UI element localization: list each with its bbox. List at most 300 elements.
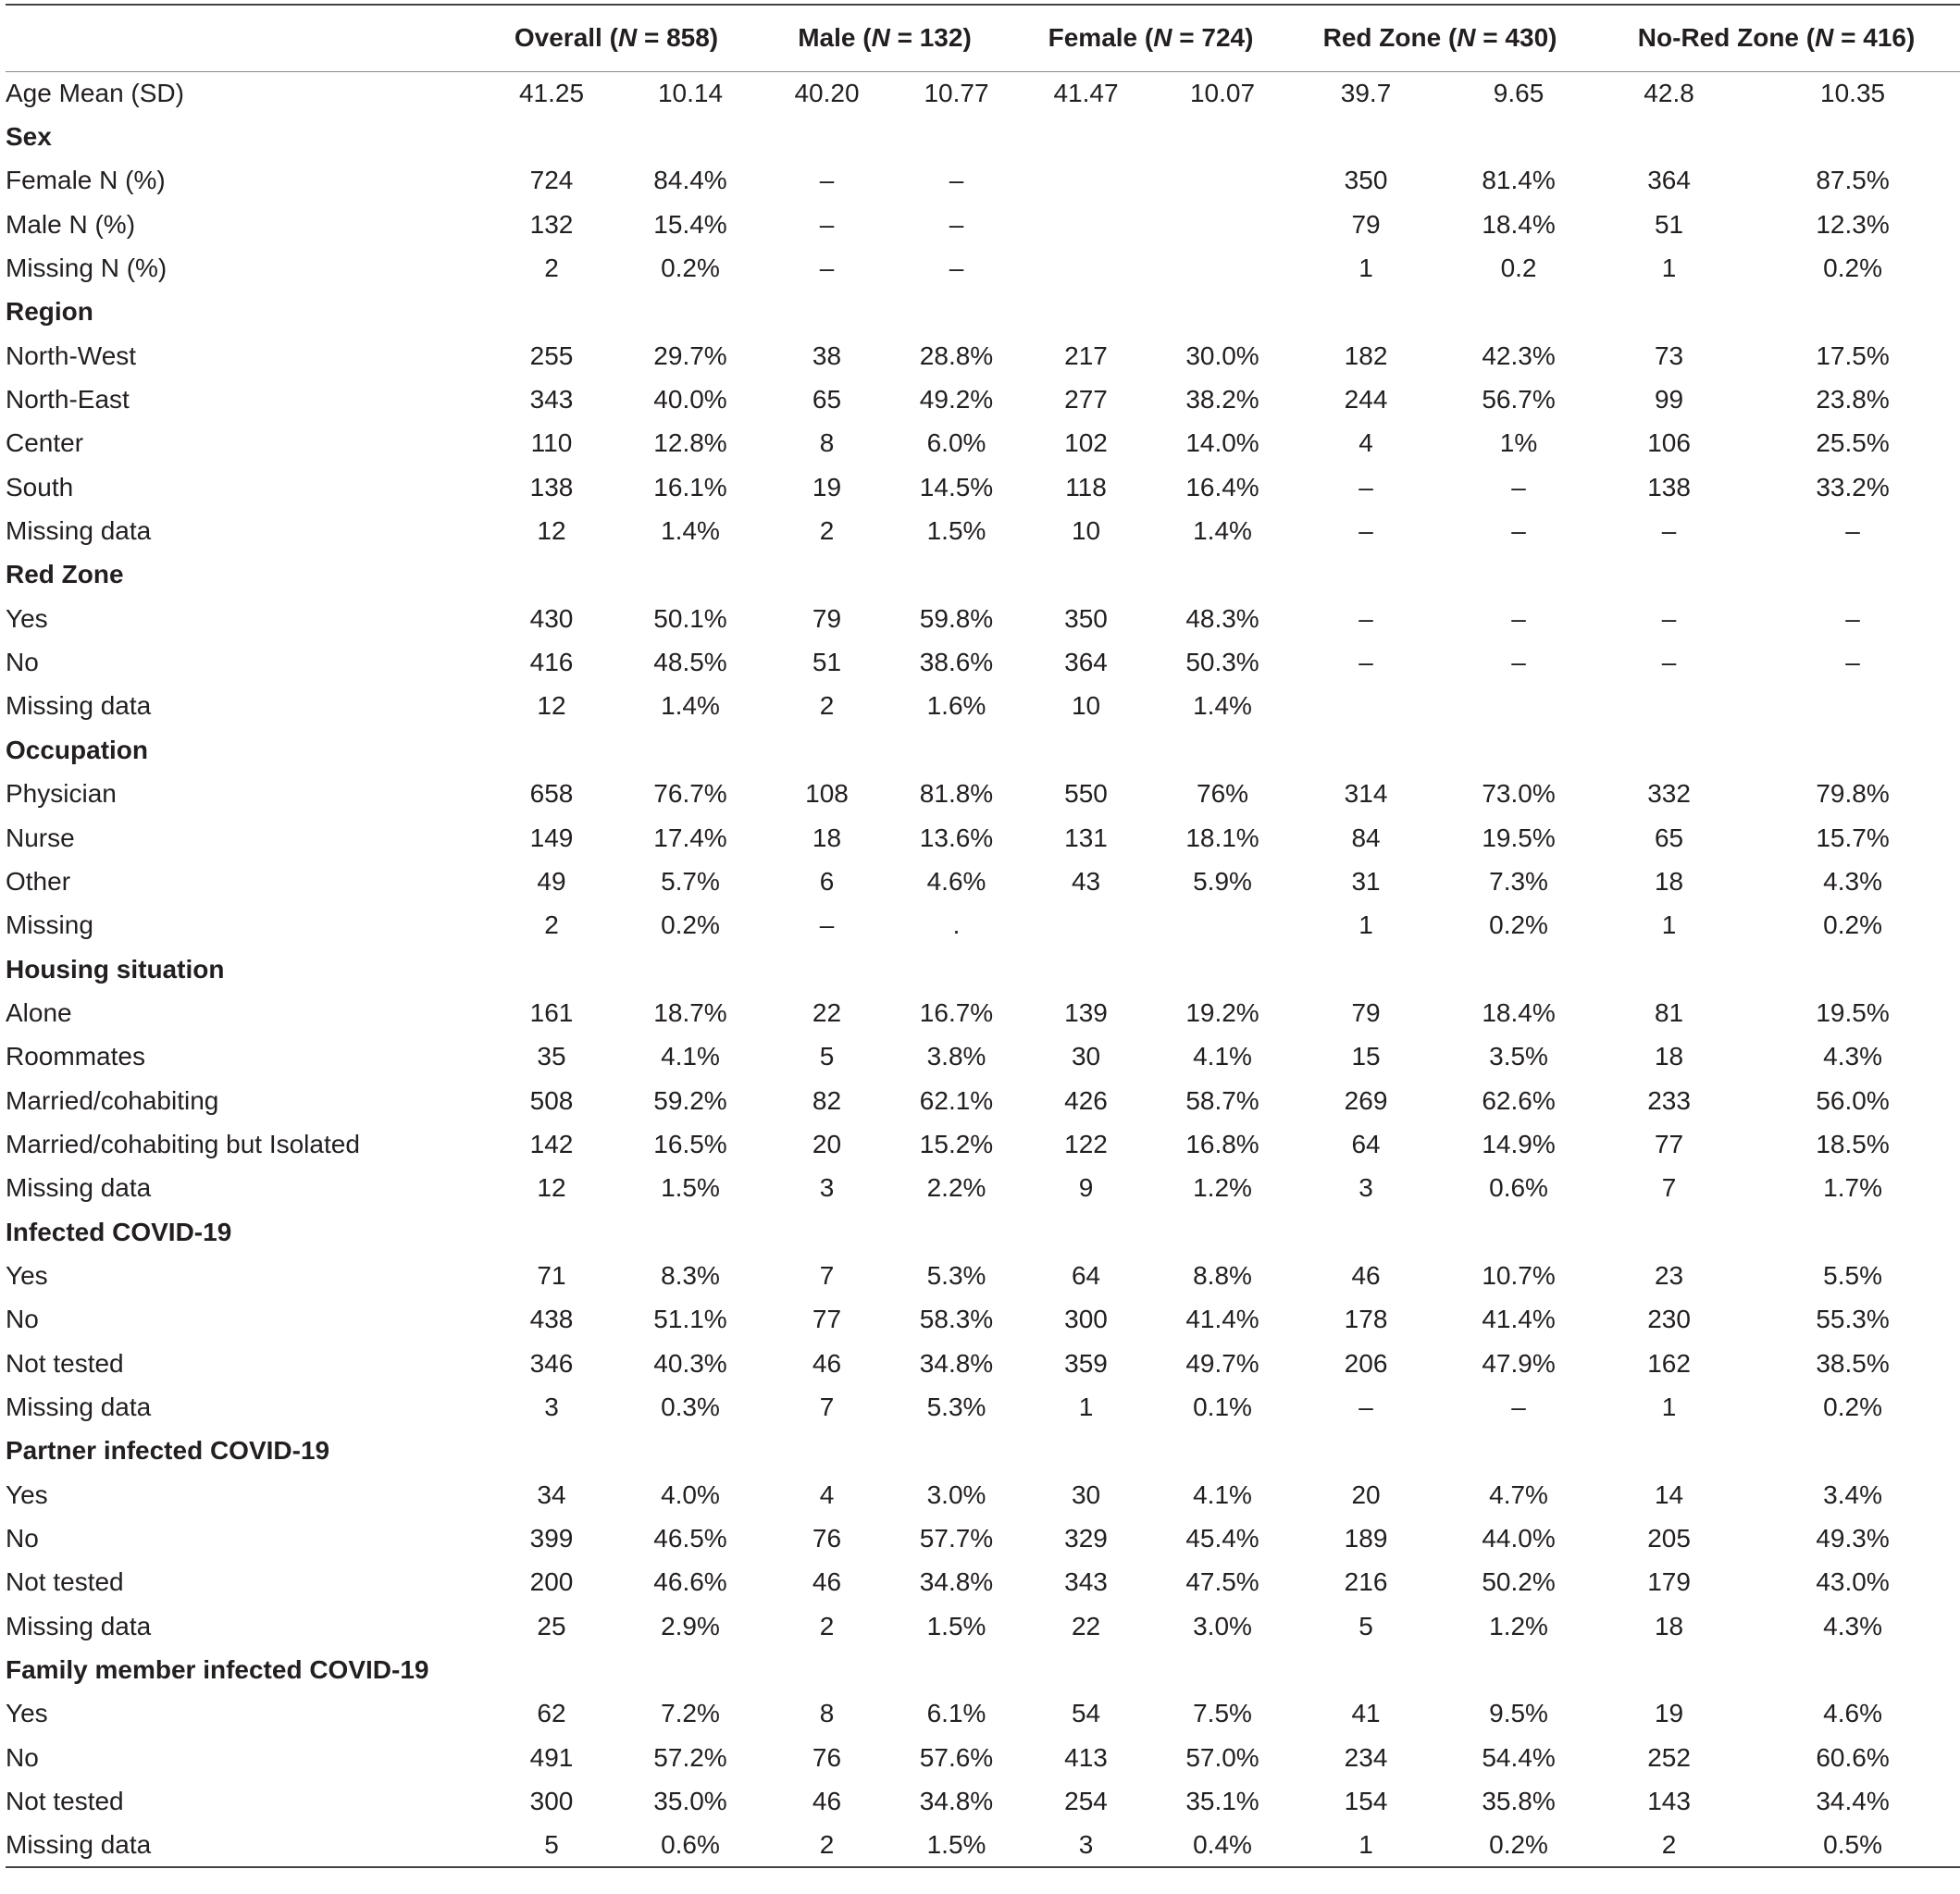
cell-percent: 4.3% (1823, 1611, 1882, 1640)
cell-count (755, 1210, 899, 1254)
cell-count: 12 (537, 516, 566, 546)
cell-percent: 3.0% (926, 1479, 986, 1509)
cell-percent (626, 115, 755, 158)
cell-percent: – (1511, 603, 1526, 633)
cell-count: 40.20 (794, 78, 860, 107)
cell-count (1014, 947, 1158, 991)
cell-percent: 5.3% (926, 1260, 986, 1290)
cell-count: 64 (1071, 1260, 1101, 1290)
cell-count: 122 (1064, 1129, 1108, 1158)
cell-count: 2 (819, 691, 835, 721)
cell-percent: 6.1% (926, 1699, 986, 1728)
cell-count (1593, 1210, 1745, 1254)
cell-percent: 81.4% (1482, 166, 1556, 195)
cell-percent: – (949, 209, 964, 239)
cell-count: 8 (819, 428, 835, 458)
cell-count (1014, 203, 1158, 246)
cell-count (1287, 1648, 1445, 1691)
cell-count: 346 (529, 1348, 574, 1378)
table-row (6, 1516, 1960, 1560)
cell-count: – (1358, 472, 1373, 501)
cell-count: 1 (1661, 254, 1677, 283)
cell-count: 233 (1647, 1085, 1691, 1115)
cell-percent (1158, 728, 1287, 772)
cell-count: 269 (1344, 1085, 1388, 1115)
cell-count (478, 291, 626, 334)
cell-percent (1745, 1648, 1960, 1691)
row-label: Missing N (%) (6, 254, 167, 283)
cell-count: 217 (1064, 340, 1108, 370)
cell-count: 3 (1358, 1173, 1373, 1203)
table-row (6, 640, 1960, 684)
cell-count: 15 (1351, 1042, 1381, 1071)
cell-count: 54 (1071, 1699, 1101, 1728)
cell-count (1287, 115, 1445, 158)
cell-count: – (819, 910, 835, 940)
cell-percent: 76.7% (653, 779, 727, 809)
cell-percent: 13.6% (919, 823, 994, 852)
cell-percent (1745, 685, 1960, 728)
cell-count: 277 (1064, 385, 1108, 415)
row-label: Not tested (6, 1787, 124, 1816)
cell-percent: 16.4% (1185, 472, 1259, 501)
cell-count: 46 (812, 1348, 842, 1378)
cell-count: 9 (1078, 1173, 1094, 1203)
cell-count: 118 (1065, 472, 1107, 501)
cell-percent (1158, 947, 1287, 991)
cell-percent: 25.5% (1816, 428, 1890, 458)
cell-count: 200 (529, 1567, 574, 1597)
section-title: Family member infected COVID-19 (6, 1655, 429, 1685)
cell-percent: 47.9% (1482, 1348, 1556, 1378)
cell-count: 81 (1654, 997, 1684, 1027)
cell-percent: 56.7% (1482, 385, 1556, 415)
cell-percent: 7.2% (661, 1699, 720, 1728)
table-row (6, 597, 1960, 640)
cell-count: – (1661, 603, 1677, 633)
cell-percent: 34.8% (919, 1567, 994, 1597)
cell-percent: 1.5% (661, 1173, 720, 1203)
cell-percent: 0.2% (1823, 254, 1882, 283)
cell-count (755, 291, 899, 334)
table-row (6, 465, 1960, 509)
cell-count: 138 (529, 472, 574, 501)
cell-count: 2 (544, 254, 559, 283)
cell-percent: – (949, 254, 964, 283)
cell-percent: 34.8% (919, 1787, 994, 1816)
row-label: Missing (6, 910, 93, 940)
cell-percent: 10.77 (924, 78, 989, 107)
cell-count (1593, 728, 1745, 772)
cell-percent (1158, 1210, 1287, 1254)
cell-percent: 15.7% (1816, 823, 1890, 852)
header-red-zone: Red Zone (N = 430) (1287, 5, 1593, 71)
cell-count (1287, 728, 1445, 772)
cell-percent (1445, 1430, 1593, 1473)
cell-count: 230 (1647, 1305, 1691, 1334)
cell-count (1593, 115, 1745, 158)
table-row (6, 246, 1960, 290)
table-row (6, 991, 1960, 1034)
table-row (6, 685, 1960, 728)
cell-percent: 42.3% (1482, 340, 1556, 370)
cell-count (478, 115, 626, 158)
row-label: Missing data (6, 1392, 152, 1421)
cell-percent (1745, 291, 1960, 334)
cell-percent: 46.6% (653, 1567, 727, 1597)
cell-count: 22 (812, 997, 842, 1027)
cell-percent (1445, 553, 1593, 597)
cell-count (755, 115, 899, 158)
table-row (6, 1604, 1960, 1648)
cell-percent: 0.2% (1823, 910, 1882, 940)
cell-count (755, 1430, 899, 1473)
cell-count: 2 (819, 516, 835, 546)
cell-percent: 51.1% (653, 1305, 727, 1334)
cell-count: 178 (1344, 1305, 1388, 1334)
cell-percent: 5.9% (1193, 866, 1252, 896)
cell-count (1593, 947, 1745, 991)
cell-percent: 50.3% (1185, 648, 1259, 677)
cell-count (1287, 1210, 1445, 1254)
cell-percent: 19.5% (1816, 997, 1890, 1027)
cell-percent: 56.0% (1816, 1085, 1890, 1115)
cell-percent: 73.0% (1482, 779, 1556, 809)
cell-count (1014, 246, 1158, 290)
cell-count: – (1661, 516, 1677, 546)
cell-percent: – (1845, 648, 1860, 677)
cell-count: 41.47 (1053, 78, 1119, 107)
table-row (6, 334, 1960, 378)
cell-count: 314 (1344, 779, 1388, 809)
cell-percent: 4.6% (926, 866, 986, 896)
cell-percent: 18.5% (1816, 1129, 1890, 1158)
section-title: Occupation (6, 735, 149, 764)
cell-count: 30 (1071, 1042, 1101, 1071)
cell-count: 42.8 (1644, 78, 1694, 107)
cell-percent: 35.1% (1185, 1787, 1259, 1816)
cell-count (478, 728, 626, 772)
cell-percent: 1.7% (1823, 1173, 1882, 1203)
cell-count (478, 1430, 626, 1473)
cell-percent: 6.0% (926, 428, 986, 458)
table-row (6, 1342, 1960, 1385)
cell-percent: 14.5% (919, 472, 994, 501)
cell-percent: 49.3% (1816, 1524, 1890, 1554)
cell-percent: 4.1% (1193, 1042, 1252, 1071)
cell-percent: 3.5% (1489, 1042, 1548, 1071)
cell-percent: 0.6% (1489, 1173, 1548, 1203)
cell-count: 508 (529, 1085, 574, 1115)
cell-percent: 2.9% (661, 1611, 720, 1640)
cell-percent (1745, 728, 1960, 772)
cell-count (755, 553, 899, 597)
cell-count: 19 (812, 472, 842, 501)
cell-count: 300 (529, 1787, 574, 1816)
cell-percent: 4.1% (1193, 1479, 1252, 1509)
header-female: Female (N = 724) (1014, 5, 1287, 71)
cell-count: 182 (1344, 340, 1388, 370)
cell-percent: 41.4% (1185, 1305, 1259, 1334)
cell-count: 30 (1071, 1479, 1101, 1509)
cell-count: 76 (812, 1742, 842, 1772)
cell-count: 108 (805, 779, 849, 809)
cell-percent: 34.8% (919, 1348, 994, 1378)
row-label: No (6, 648, 39, 677)
table-row (6, 422, 1960, 465)
cell-percent (1745, 553, 1960, 597)
cell-percent: 17.5% (1816, 340, 1890, 370)
cell-count: 46 (812, 1567, 842, 1597)
cell-count (1287, 947, 1445, 991)
cell-count: 79 (812, 603, 842, 633)
cell-count: 206 (1344, 1348, 1388, 1378)
cell-count: 329 (1064, 1524, 1108, 1554)
cell-percent: 0.2% (1489, 910, 1548, 940)
cell-count: 51 (1654, 209, 1684, 239)
table-row (6, 1385, 1960, 1429)
row-label: North-East (6, 385, 130, 415)
cell-count: 41.25 (518, 78, 585, 107)
cell-count: 41 (1351, 1699, 1381, 1728)
cell-count: – (1358, 603, 1373, 633)
row-label: Yes (6, 1699, 48, 1728)
cell-percent: 34.4% (1816, 1787, 1890, 1816)
cell-count: 350 (1344, 166, 1388, 195)
cell-percent: 30.0% (1185, 340, 1259, 370)
cell-count: 110 (530, 428, 573, 458)
cell-percent: 1.4% (661, 691, 720, 721)
cell-count: 31 (1351, 866, 1381, 896)
cell-count: 19 (1654, 1699, 1684, 1728)
cell-percent (899, 947, 1014, 991)
cell-count: 154 (1344, 1787, 1388, 1816)
header-row (6, 5, 1960, 71)
section-title: Red Zone (6, 560, 124, 589)
cell-percent: 18.1% (1185, 823, 1259, 852)
cell-percent: 16.1% (653, 472, 727, 501)
cell-count (1014, 553, 1158, 597)
cell-percent (899, 291, 1014, 334)
table-row (6, 1779, 1960, 1823)
cell-percent: 0.2% (1823, 1392, 1882, 1421)
table-row (6, 1035, 1960, 1079)
cell-count: 4 (1358, 428, 1373, 458)
cell-count: – (819, 254, 835, 283)
header-label-cell (6, 5, 478, 71)
cell-percent: 1.5% (899, 1824, 1014, 1867)
cell-percent: 4.0% (661, 1479, 720, 1509)
row-label: Age Mean (SD) (6, 78, 184, 107)
cell-percent: 49.7% (1185, 1348, 1259, 1378)
cell-percent: 15.2% (919, 1129, 994, 1158)
cell-count: 364 (1647, 166, 1691, 195)
cell-percent: 1.2% (1193, 1173, 1252, 1203)
cell-percent (1445, 947, 1593, 991)
cell-percent (1445, 291, 1593, 334)
cell-percent: 38.2% (1185, 385, 1259, 415)
cell-count: 491 (529, 1742, 574, 1772)
cell-count: 350 (1064, 603, 1108, 633)
table-row (6, 1736, 1960, 1779)
cell-count: 64 (1351, 1129, 1381, 1158)
table-row (6, 860, 1960, 903)
cell-count: 430 (529, 603, 574, 633)
cell-percent: 29.7% (653, 340, 727, 370)
cell-percent: 54.4% (1482, 1742, 1556, 1772)
cell-percent (1445, 115, 1593, 158)
row-label: Missing data (6, 1173, 152, 1203)
table-row (6, 1473, 1960, 1516)
cell-count: 23 (1654, 1260, 1684, 1290)
cell-count (478, 947, 626, 991)
cell-percent: 50.1% (653, 603, 727, 633)
cell-percent: 0.2% (1445, 1824, 1593, 1867)
cell-percent: 1.4% (1193, 691, 1252, 721)
row-label: Center (6, 428, 84, 458)
cell-percent (899, 1430, 1014, 1473)
cell-percent: 18.4% (1482, 209, 1556, 239)
cell-percent: 1.4% (661, 516, 720, 546)
cell-count: 343 (1064, 1567, 1108, 1597)
cell-percent: 47.5% (1185, 1567, 1259, 1597)
cell-percent: 38.6% (919, 648, 994, 677)
row-label: Not tested (6, 1567, 124, 1597)
cell-percent: 14.9% (1482, 1129, 1556, 1158)
cell-count: 724 (529, 166, 574, 195)
cell-percent: 55.3% (1816, 1305, 1890, 1334)
cell-percent: 9.5% (1489, 1699, 1548, 1728)
cell-count: 39.7 (1340, 78, 1392, 107)
cell-count (1287, 685, 1445, 728)
cell-count (755, 728, 899, 772)
table-row (6, 159, 1960, 203)
cell-percent: 38.5% (1816, 1348, 1890, 1378)
cell-percent: – (1845, 516, 1860, 546)
cell-percent (1158, 553, 1287, 597)
cell-percent: 0.2 (1500, 254, 1537, 283)
section-header-row (6, 728, 1960, 772)
cell-count: 132 (529, 209, 574, 239)
cell-percent: 23.8% (1816, 385, 1890, 415)
cell-percent (1745, 947, 1960, 991)
cell-count (1287, 553, 1445, 597)
cell-count (1014, 1430, 1158, 1473)
cell-percent: 76% (1197, 779, 1249, 809)
cell-count: 413 (1064, 1742, 1108, 1772)
row-label: Roommates (6, 1042, 145, 1071)
cell-percent (1158, 904, 1287, 947)
cell-count: 143 (1647, 1787, 1691, 1816)
cell-count: 10 (1071, 691, 1101, 721)
row-label: Nurse (6, 823, 75, 852)
cell-percent: 0.2% (661, 254, 720, 283)
cell-count: 5 (819, 1042, 835, 1071)
cell-count: 25 (537, 1611, 566, 1640)
cell-percent: 2.2% (926, 1173, 986, 1203)
cell-count: 46 (812, 1787, 842, 1816)
cell-count: 438 (529, 1305, 574, 1334)
cell-count (1014, 291, 1158, 334)
cell-percent: 59.2% (653, 1085, 727, 1115)
cell-count (1287, 291, 1445, 334)
cell-count: 82 (812, 1085, 842, 1115)
cell-percent: . (952, 910, 961, 940)
table-row (6, 816, 1960, 860)
table-row (6, 509, 1960, 552)
section-header-row (6, 291, 1960, 334)
cell-percent: 4.1% (661, 1042, 720, 1071)
cell-percent: 44.0% (1482, 1524, 1556, 1554)
row-label: Yes (6, 1260, 48, 1290)
row-label: Female N (%) (6, 166, 166, 195)
section-header-row (6, 1430, 1960, 1473)
cell-percent: 45.4% (1185, 1524, 1259, 1554)
cell-percent: 5.5% (1823, 1260, 1882, 1290)
cell-percent (899, 1648, 1014, 1691)
row-label: Alone (6, 997, 72, 1027)
cell-count: 99 (1654, 385, 1684, 415)
row-label: North-West (6, 340, 137, 370)
cell-percent: 16.5% (653, 1129, 727, 1158)
row-label: No (6, 1305, 39, 1334)
table-row (6, 773, 1960, 816)
cell-count (755, 947, 899, 991)
section-header-row (6, 553, 1960, 597)
cell-count: 34 (537, 1479, 566, 1509)
cell-percent: 18.4% (1482, 997, 1556, 1027)
cell-count: 7 (1661, 1173, 1677, 1203)
row-label: Married/cohabiting but Isolated (6, 1129, 360, 1158)
cell-percent: 62.6% (1482, 1085, 1556, 1115)
cell-count: 416 (529, 648, 574, 677)
cell-count: 179 (1647, 1567, 1691, 1597)
cell-count: 216 (1344, 1567, 1388, 1597)
row-label: Missing data (6, 1611, 152, 1640)
cell-percent: 40.3% (653, 1348, 727, 1378)
cell-count: 18 (812, 823, 842, 852)
cell-percent (626, 947, 755, 991)
cell-count: 550 (1064, 779, 1108, 809)
cell-count (1593, 685, 1745, 728)
cell-percent: 1% (1499, 428, 1538, 458)
cell-count (478, 1210, 626, 1254)
cell-percent: 79.8% (1816, 779, 1890, 809)
cell-count: 106 (1647, 428, 1691, 458)
cell-count (1287, 1430, 1445, 1473)
cell-count (1014, 115, 1158, 158)
cell-percent: 1.6% (926, 691, 986, 721)
cell-percent: 41.4% (1482, 1305, 1556, 1334)
cell-count (1593, 553, 1745, 597)
cell-percent (1158, 115, 1287, 158)
demographics-table (6, 4, 1960, 1868)
cell-percent: 58.7% (1185, 1085, 1259, 1115)
cell-percent: 17.4% (653, 823, 727, 852)
cell-percent: – (1511, 472, 1526, 501)
cell-count: 343 (529, 385, 574, 415)
table-row (6, 1824, 1960, 1867)
cell-count: 332 (1647, 779, 1691, 809)
cell-percent: 4.3% (1823, 1042, 1882, 1071)
row-label: South (6, 472, 74, 501)
table-row (6, 378, 1960, 421)
cell-percent: – (1511, 1392, 1526, 1421)
cell-count: 65 (1654, 823, 1684, 852)
cell-count: 6 (819, 866, 835, 896)
cell-percent: 5.3% (926, 1392, 986, 1421)
cell-percent: 19.5% (1482, 823, 1556, 852)
